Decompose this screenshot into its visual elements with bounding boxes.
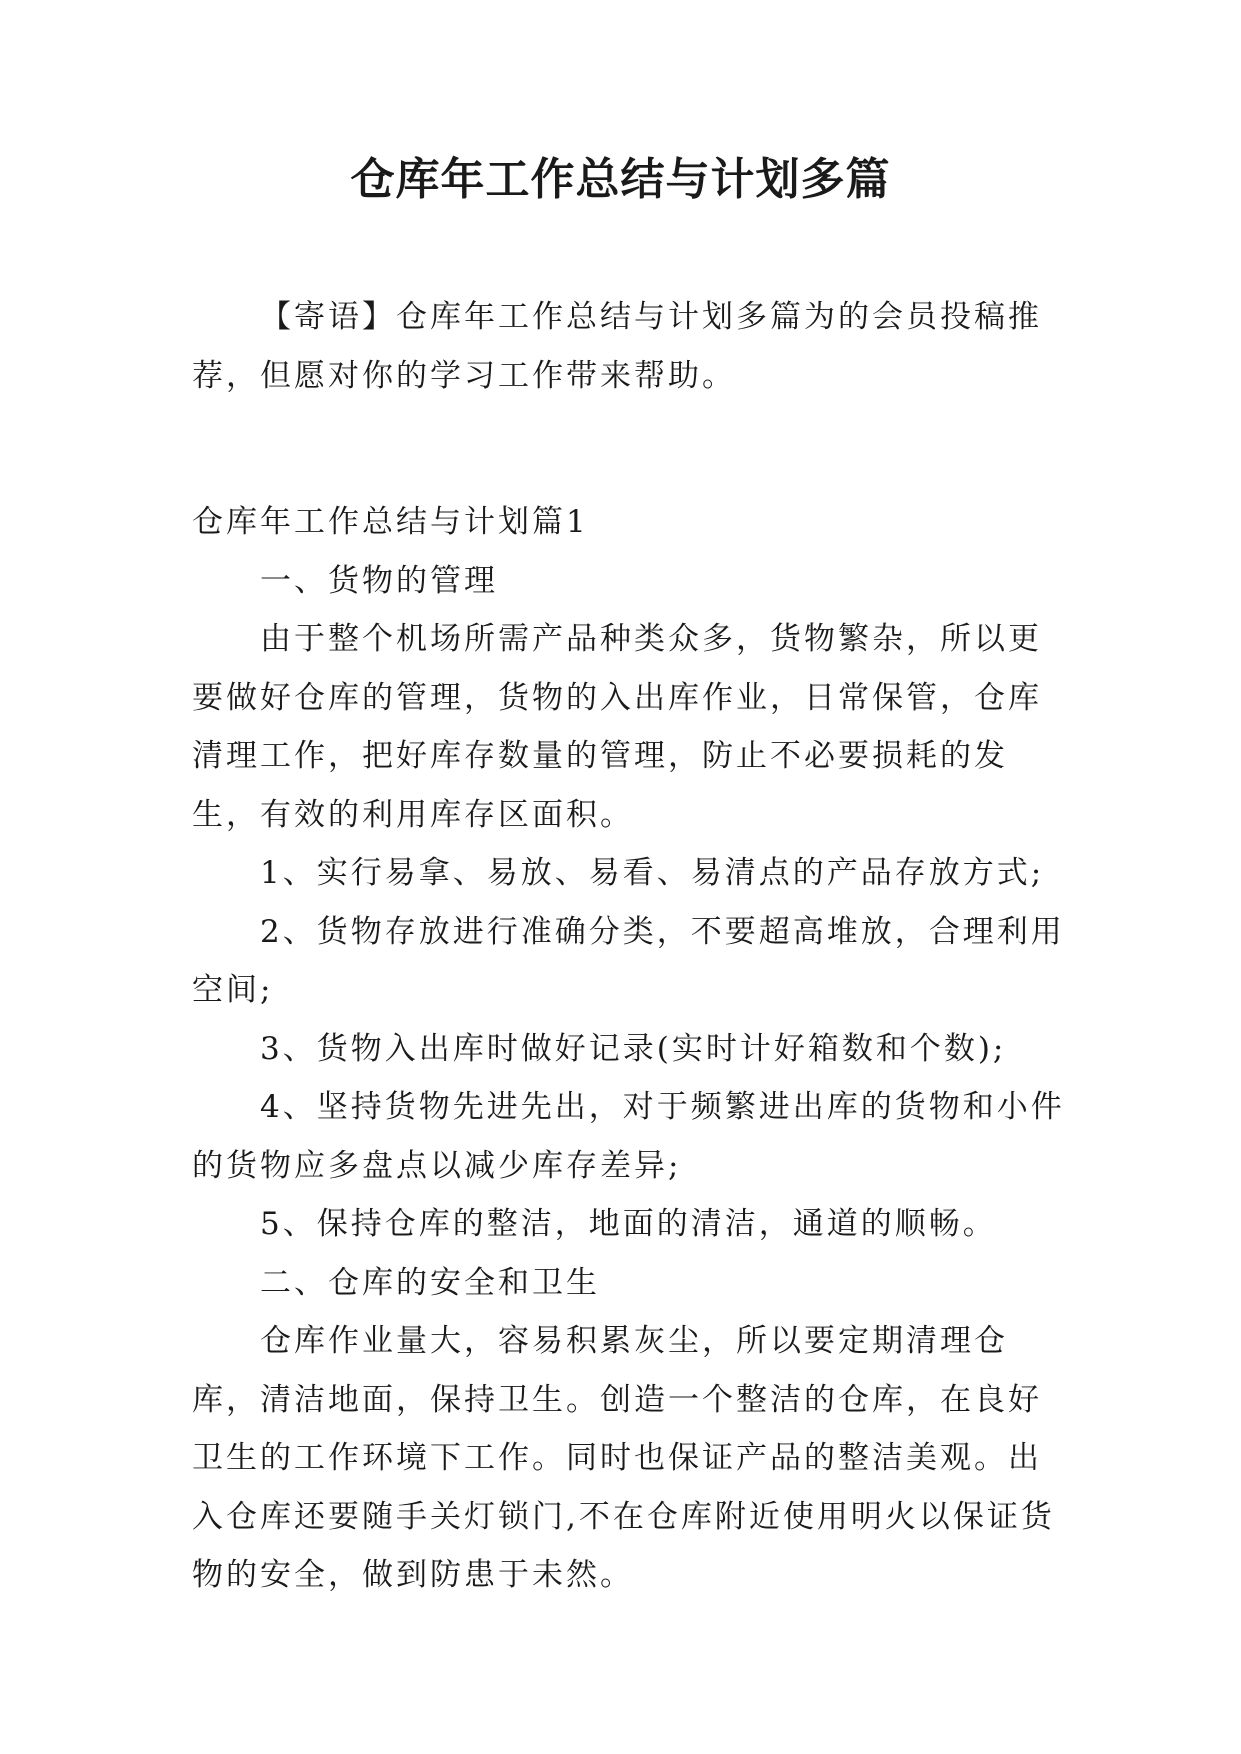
paragraph-safety-hygiene: 仓库作业量大，容易积累灰尘，所以要定期清理仓库，清洁地面，保持卫生。创造一个整洁的仓库，在良好卫生的工作环境下工作。同时也保证产品的整洁美观。出入仓库还要随手关灯锁门,不在仓库附近使用明火以保证货物的安全，做到防患于未然。 <box>192 1323 1055 1593</box>
heading-safety-hygiene: 二、仓库的安全和卫生 <box>260 1264 600 1301</box>
paragraph-goods-management: 由于整个机场所需产品种类众多，货物繁杂，所以更要做好仓库的管理，货物的入出库作业，日常保管，仓库清理工作，把好库存数量的管理，防止不必要损耗的发生，有效的利用库存区面积。 <box>192 621 1042 833</box>
list-item-5: 5、保持仓库的整洁，地面的清洁，通道的顺畅。 <box>260 1206 997 1242</box>
section-title: 仓库年工作总结与计划篇1 <box>192 504 589 540</box>
document-body <box>192 288 1072 1605</box>
heading-goods-management: 一、货物的管理 <box>260 562 498 599</box>
document-title: 仓库年工作总结与计划多篇 <box>350 154 891 205</box>
list-item-4: 4、坚持货物先进先出，对于频繁进出库的货物和小件的货物应多盘点以减少库存差异; <box>192 1089 1065 1184</box>
list-item-1: 1、实行易拿、易放、易看、易清点的产品存放方式; <box>260 855 1045 891</box>
intro-paragraph: 【寄语】仓库年工作总结与计划多篇为的会员投稿推荐，但愿对你的学习工作带来帮助。 <box>192 299 1042 394</box>
list-item-2: 2、货物存放进行准确分类，不要超高堆放，合理利用空间; <box>192 913 1065 1008</box>
list-item-3: 3、货物入出库时做好记录(实时计好箱数和个数); <box>260 1030 1007 1067</box>
